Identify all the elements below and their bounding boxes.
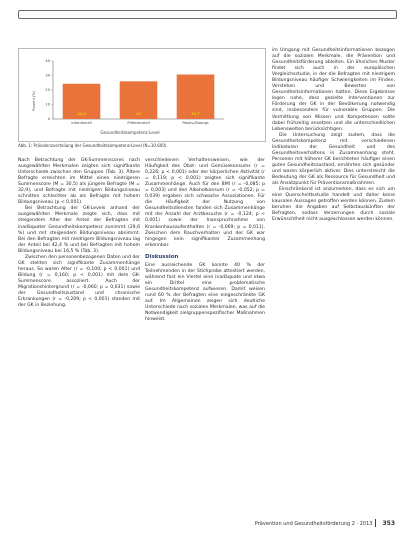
x-tick-label: Präferenziell xyxy=(127,121,150,125)
section-heading-discussion: Diskussion xyxy=(145,253,179,260)
paragraph: Eine ausreichende GK konnte 40 % der Teilnehmenden in der Stichprobe attestiert werden, während fast ein Viertel eine inadäquate und etwa ein Drittel eine problematische Gesundheitskompetenz aufwiesen. Damit weisen rund 60 % der Befragten eine eingeschränkte GK auf. Im Allgemeinen zeigen sich deutliche Unterschiede nach sozialen Merkmalen, was auf die Notwendigkeit zielgruppenspezifischer Maßnahmen hinweist. xyxy=(145,262,265,323)
y-tick-label: 0 xyxy=(47,117,50,122)
y-tick-label: 30 xyxy=(45,73,50,78)
paragraph: im Umgang mit Gesundheitsinformationen bezogen auf die sozialen Merkmale, die Prävention und Gesundheitsförderung ableiten. Ein ähnliches Muster findet sich auch in der europäischen Vergleichsstudie, in der die Befragten mit niedrigem Bildungsniveau häufiger Schwierigkeiten im Finden, Verstehen und Bewerten von Gesundheitsinformationen hatten. Diese Ergebnisse legen nahe, dass gezielte Interventionen zur Förderung der GK in der Bevölkerung notwendig sind, insbesondere für vulnerable Gruppen. Die Vermittlung von Wissen und Kompetenzen sollte dabei frühzeitig ansetzen und die unterschiedlichen Lebenswelten berücksichtigen. xyxy=(272,48,395,132)
y-axis-label: Prozent (%) xyxy=(32,90,36,112)
data-label: 26 xyxy=(135,112,142,116)
paragraph: Nach Betrachtung der GK-Summenscores nach ausgewählten Merkmalen zeigten sich signifikante Unterschiede zwischen den Gruppen (Tab. 3). Ältere Befragte erreichten im Mittel einen niedrigeren Summenscore (M = 30,5) als jüngere Befragte (M = 32,9), und Befragte mit niedrigem Bildungsniveau schnitten schlechter ab als Befragte mit hohem Bildungsniveau (p < 0,001). xyxy=(18,158,140,206)
data-label: 24,3 xyxy=(77,112,86,116)
footer-divider xyxy=(375,519,376,527)
text-column-3 xyxy=(272,48,395,223)
x-tick-label: Intentionell xyxy=(71,121,92,125)
paragraph: Zwischen den personenbezogenen Daten und der GK stellten sich signifikante Zusammenhänge heraus. So waren Alter (r = -0,100; p < 0,001) und Bildung (r = 0,160; p < 0,001) mit dem GK-Summenscore assoziiert. Auch der Migrationshintergrund (r = -0,060; p = 0,031) sowie der Gesundheitszustand und chronische Erkrankungen (r = -0,209; p < 0,001) standen mit der GK in Beziehung. xyxy=(18,254,140,309)
data-label: 30,7 xyxy=(191,112,200,116)
page-footer xyxy=(255,519,395,527)
header-bar xyxy=(18,10,397,19)
text-column-2 xyxy=(145,158,265,323)
paragraph: verschiedenen Verhaltensweisen, wie der Häufigkeit des Obst- und Gemüsekonsums (r = 0,226; p < 0,001) oder der körperlichen Aktivität (r = 0,119; p < 0,001) zeigten sich signifikante Zusammenhänge. Auch für den BMI (r = -0,085; p = 0,003) und den Alkoholkonsum (r = -0,052; p = 0,039) ergaben sich schwache Assoziationen. Für die Häufigkeit der Nutzung von Gesundheitsdiensten fanden sich Zusammenhänge mit der Anzahl der Arztbesuche (r = -0,124; p < 0,001) sowie der Inanspruchnahme von Krankenhausaufenthalten (r = -0,069; p = 0,011). Zwischen dem Rauchverhalten und der GK war hingegen kein signifikanter Zusammenhang erkennbar. xyxy=(145,158,265,248)
y-tick-label: 20 xyxy=(45,88,50,93)
bar-chart xyxy=(19,49,265,141)
page-number: 353 xyxy=(382,520,395,527)
y-tick-label: 10 xyxy=(45,102,50,107)
text-column-1 xyxy=(18,158,140,309)
y-tick-label: 40 xyxy=(45,59,50,64)
figure-caption: Abb. 1: Prävalenzverteilung der Gesundheitskompetenz-Level (N=10.600). xyxy=(18,143,168,148)
x-tick-label: Passiv/Zwangs xyxy=(182,121,209,125)
journal-citation: Prävention und Gesundheitsförderung 2 · 2013 xyxy=(254,521,373,527)
paragraph: Einschränkend ist anzumerken, dass es sich um eine Querschnittsstudie handelt und daher keine kausalen Aussagen getroffen werden können. Zudem beruhen die Angaben auf Selbstauskünften der Befragten, sodass Verzerrungen durch soziale Erwünschtheit nicht ausgeschlossen werden können. xyxy=(272,187,395,223)
x-axis-label: Gesundheitskompetenz-Level xyxy=(100,130,160,135)
paragraph: Die Untersuchung zeigt zudem, dass die Gesundheitskompetenz mit verschiedenen Indikatoren der Gesundheit und des Gesundheitsverhaltens in Zusammenhang steht. Personen mit höherer GK berichteten häufiger einen guten Gesundheitszustand, ernährten sich gesünder und waren körperlich aktiver. Dies unterstreicht die Bedeutung der GK als Ressource für Gesundheit und als Ansatzpunkt für Präventionsmaßnahmen. xyxy=(272,132,395,187)
paragraph: Bei Betrachtung der GK-Levels anhand der ausgewählten Merkmale zeigte sich, dass mit steigendem Alter der Anteil der Befragten mit inadäquater Gesundheitskompetenz zunimmt (29,6 %) und mit steigendem Bildungsniveau abnimmt. Bei den Befragten mit niedrigem Bildungsniveau lag der Anteil bei 42,4 % und bei Befragten mit hohem Bildungsniveau bei 16,5 % (Tab. 3). xyxy=(18,206,140,254)
figure-1 xyxy=(18,48,266,142)
